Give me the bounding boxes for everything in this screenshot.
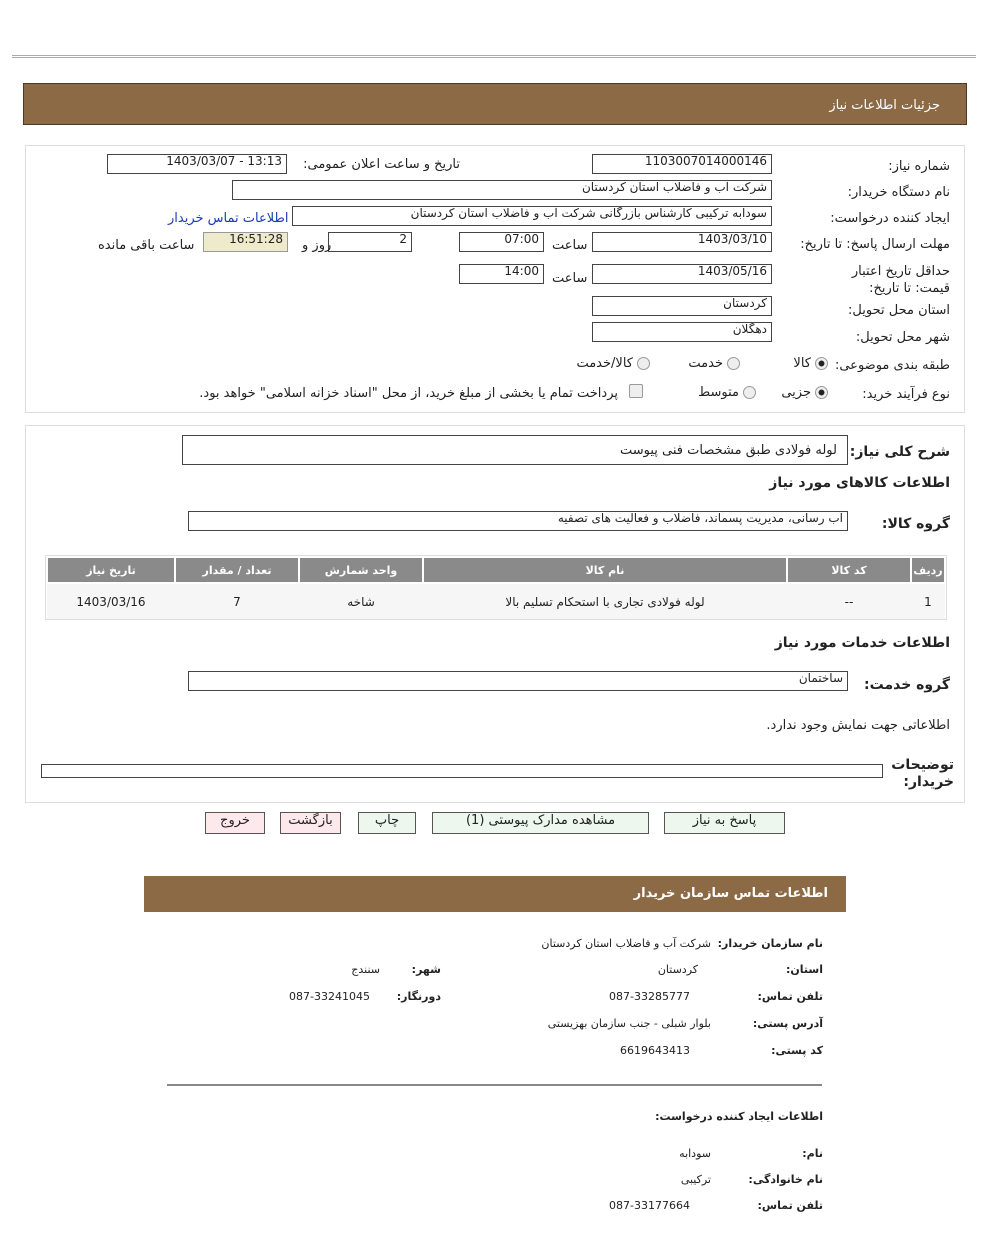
cell-row-number: 1	[911, 583, 945, 619]
treasury-checkbox[interactable]	[629, 383, 643, 398]
postal-value: 6619643413	[620, 1044, 690, 1057]
validity-time-label: ساعت	[552, 271, 588, 286]
goods-group-field: آب رسانی، مدیریت پسماند، فاضلاب و فعالیت های تصفیه	[188, 511, 848, 531]
phone-value: 087-33285777	[609, 990, 690, 1003]
buyer-org-label: نام دستگاه خریدار:	[847, 185, 950, 200]
column-header: کد کالا	[787, 557, 911, 583]
service-group-field: ساختمان	[188, 671, 848, 691]
province-value: کردستان	[657, 963, 698, 976]
category-radio-both[interactable]	[576, 356, 650, 371]
creator-phone-value: 087-33177664	[609, 1199, 690, 1212]
contact-title: اطلاعات تماس سازمان خریدار	[633, 886, 828, 901]
validity-date-field: 1403/05/16	[592, 264, 772, 284]
radio-label: جزیی	[781, 385, 811, 400]
requester-label: ایجاد کننده درخواست:	[830, 211, 950, 226]
days-label: روز و	[302, 238, 332, 253]
cell-unit: شاخه	[299, 583, 423, 619]
column-header: تاریخ نیاز	[47, 557, 175, 583]
divider	[167, 1084, 822, 1086]
summary-label: شرح کلی نیاز:	[849, 444, 950, 460]
requester-field: سودابه ترکیبی کارشناس بازرگانی شرکت آب و فاضلاب استان کردستان	[292, 206, 772, 226]
attachments-button[interactable]: مشاهده مدارک پیوستی (1)	[432, 812, 649, 834]
remaining-label: ساعت باقی مانده	[98, 238, 195, 253]
creator-name-value: سودابه	[679, 1147, 711, 1160]
creator-family-value: ترکیبی	[680, 1173, 711, 1186]
radio-label: کالا/خدمت	[576, 356, 633, 371]
cell-code: --	[787, 583, 911, 619]
address-label: آدرس پستی:	[752, 1017, 823, 1030]
goods-table	[46, 556, 946, 619]
radio-label: کالا	[793, 356, 811, 371]
fax-value: 087-33241045	[289, 990, 370, 1003]
process-radio-medium[interactable]	[698, 385, 756, 400]
column-header: ردیف	[911, 557, 945, 583]
category-label: طبقه بندی موضوعی:	[834, 358, 950, 373]
deadline-time-field: 07:00	[459, 232, 544, 252]
days-field: 2	[328, 232, 412, 252]
org-value: شرکت آب و فاضلاب استان کردستان	[541, 937, 711, 950]
city-label: شهر:	[411, 963, 441, 976]
cell-name: لوله فولادی تجاری با استحکام تسلیم بالا	[423, 583, 787, 619]
city-value: سنندج	[351, 963, 380, 976]
org-label: نام سازمان خریدار:	[717, 937, 823, 950]
radio-icon	[815, 386, 828, 399]
process-radio-minor[interactable]	[781, 385, 828, 400]
city-label: شهر محل تحویل:	[855, 330, 950, 345]
validity-time-field: 14:00	[459, 264, 544, 284]
remaining-time-field: 16:51:28	[203, 232, 288, 252]
need-number-label: شماره نیاز:	[888, 159, 950, 174]
page-title: جزئیات اطلاعات نیاز	[829, 98, 940, 113]
checkbox-icon	[629, 384, 643, 398]
divider	[12, 55, 976, 58]
page-header	[23, 83, 967, 125]
service-group-label: گروه خدمت:	[864, 677, 950, 693]
radio-icon	[637, 357, 650, 370]
category-radio-goods[interactable]	[793, 356, 828, 371]
radio-label: خدمت	[688, 356, 723, 371]
city-field: دهگلان	[592, 322, 772, 342]
radio-icon	[815, 357, 828, 370]
creator-family-label: نام خانوادگی:	[748, 1173, 823, 1186]
summary-field: لوله فولادی طبق مشخصات فنی پیوست	[182, 435, 848, 465]
province-label: استان محل تحویل:	[848, 303, 950, 318]
fax-label: دورنگار:	[396, 990, 441, 1003]
deadline-time-label: ساعت	[552, 238, 588, 253]
category-radio-service[interactable]	[688, 356, 740, 371]
goods-group-label: گروه کالا:	[881, 516, 950, 532]
validity-label: حداقل تاریخ اعتبار قیمت: تا تاریخ:	[851, 264, 950, 296]
column-header: تعداد / مقدار	[175, 557, 299, 583]
announce-field: 1403/03/07 - 13:13	[107, 154, 287, 174]
phone-label: تلفن تماس:	[757, 990, 823, 1003]
print-button[interactable]: چاپ	[358, 812, 416, 834]
deadline-date-field: 1403/03/10	[592, 232, 772, 252]
radio-label: متوسط	[698, 385, 739, 400]
radio-icon	[743, 386, 756, 399]
services-empty-message: اطلاعاتی جهت نمایش وجود ندارد.	[766, 718, 950, 733]
contact-header	[144, 876, 846, 912]
buyer-org-field: شرکت آب و فاضلاب استان کردستان	[232, 180, 772, 200]
notes-label: توضیحات خریدار:	[891, 757, 954, 790]
creator-title: اطلاعات ایجاد کننده درخواست:	[655, 1110, 823, 1123]
deadline-label: مهلت ارسال پاسخ: تا تاریخ:	[800, 237, 950, 252]
goods-table-wrap	[45, 555, 947, 620]
process-label: نوع فرآیند خرید:	[862, 387, 950, 402]
creator-name-label: نام:	[802, 1147, 823, 1160]
postal-label: کد پستی:	[771, 1044, 823, 1057]
column-header: واحد شمارش	[299, 557, 423, 583]
need-number-field: 1103007014000146	[592, 154, 772, 174]
province-field: کردستان	[592, 296, 772, 316]
cell-quantity: 7	[175, 583, 299, 619]
cell-date: 1403/03/16	[47, 583, 175, 619]
radio-icon	[727, 357, 740, 370]
province-label: استان:	[786, 963, 823, 976]
buyer-contact-link[interactable]: اطلاعات تماس خریدار	[168, 211, 289, 226]
notes-field	[41, 764, 883, 778]
address-value: بلوار شبلی - جنب سازمان بهزیستی	[547, 1017, 711, 1030]
reply-button[interactable]: پاسخ به نیاز	[664, 812, 785, 834]
payment-note: پرداخت تمام یا بخشی از مبلغ خرید، از محل "اسناد خزانه اسلامی" خواهد بود.	[199, 386, 618, 401]
column-header: نام کالا	[423, 557, 787, 583]
announce-label: تاریخ و ساعت اعلان عمومی:	[303, 157, 460, 172]
creator-phone-label: تلفن تماس:	[757, 1199, 823, 1212]
back-button[interactable]: بازگشت	[280, 812, 341, 834]
goods-section-title: اطلاعات کالاهای مورد نیاز	[769, 475, 950, 491]
table-row	[47, 583, 945, 619]
services-section-title: اطلاعات خدمات مورد نیاز	[774, 635, 950, 651]
exit-button[interactable]: خروج	[205, 812, 265, 834]
